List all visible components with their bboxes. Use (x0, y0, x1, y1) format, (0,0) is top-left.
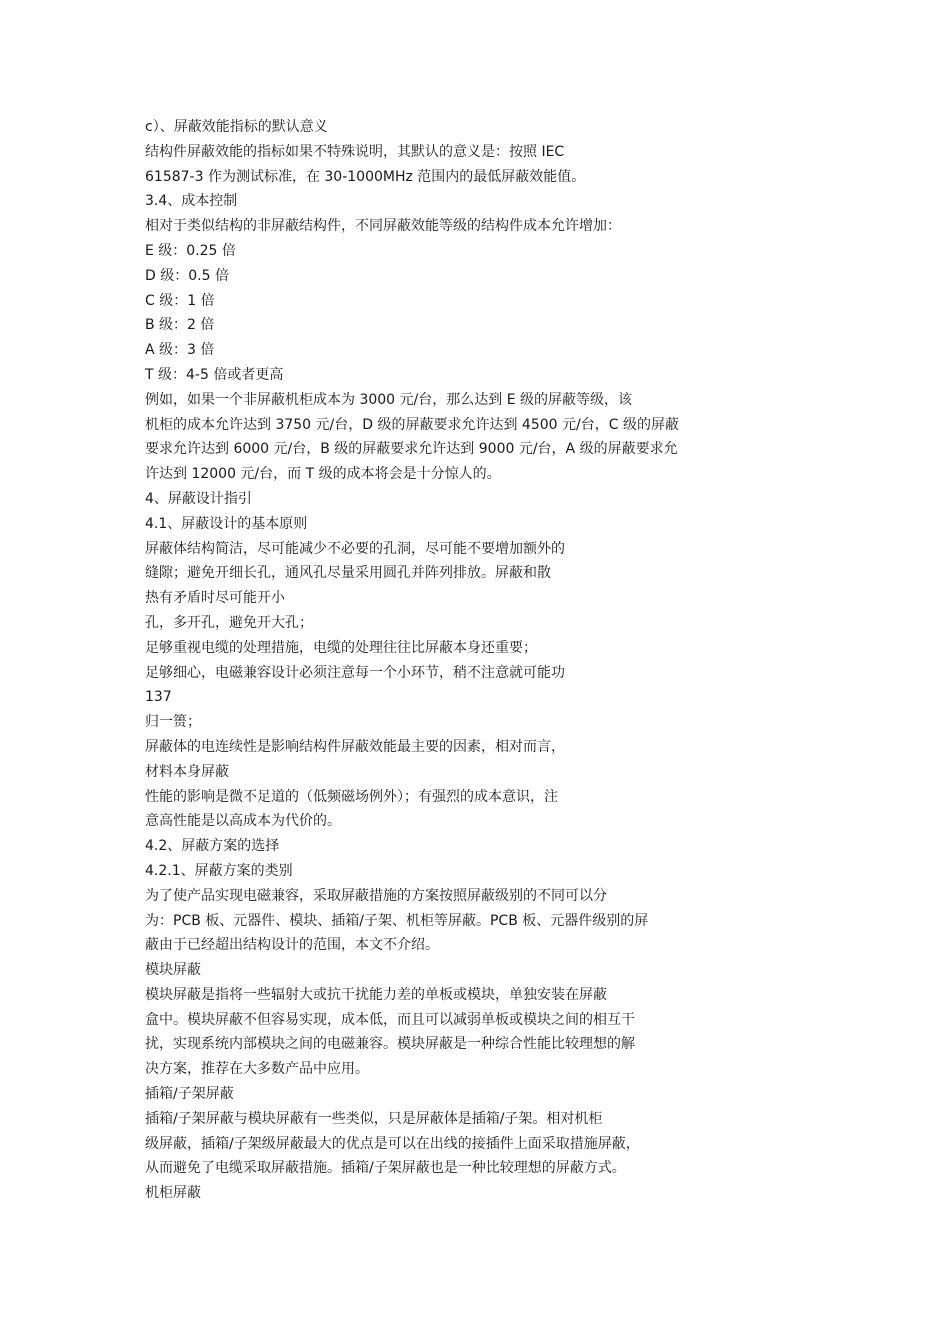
subsection-heading: 模块屏蔽 (145, 962, 201, 979)
subsection-heading: 插箱/子架屏蔽 (145, 1086, 234, 1103)
text-line: 要求允许达到 6000 元/台，B 级的屏蔽要求允许达到 9000 元/台，A 级的屏蔽要求允 (145, 441, 678, 458)
section-heading: 4.1、屏蔽设计的基本原则 (145, 515, 308, 532)
list-item: A 级：3 倍 (145, 342, 215, 359)
text-line: 许达到 12000 元/台，而 T 级的成本将会是十分惊人的。 (145, 466, 501, 483)
section-heading: 3.4、成本控制 (145, 193, 238, 210)
text-line: 决方案，推荐在大多数产品中应用。 (145, 1061, 369, 1078)
text-line: 屏蔽体的电连续性是影响结构件屏蔽效能最主要的因素，相对而言， (145, 738, 565, 755)
text-line: 屏蔽体结构简洁，尽可能减少不必要的孔洞，尽可能不要增加额外的 (145, 540, 565, 557)
text-line: 相对于类似结构的非屏蔽结构件，不同屏蔽效能等级的结构件成本允许增加： (145, 218, 621, 235)
text-line: 模块屏蔽是指将一些辐射大或抗干扰能力差的单板或模块，单独安装在屏蔽 (145, 986, 607, 1003)
text-line: 结构件屏蔽效能的指标如果不特殊说明，其默认的意义是：按照 IEC (145, 143, 565, 160)
text-line: 为：PCB 板、元器件、模块、插箱/子架、机柜等屏蔽。PCB 板、元器件级别的屏 (145, 912, 649, 929)
page-number: 137 (145, 689, 172, 706)
list-item: D 级：0.5 倍 (145, 267, 229, 284)
text-line: 足够细心，电磁兼容设计必须注意每一个小环节，稍不注意就可能功 (145, 664, 565, 681)
section-heading: 4.2、屏蔽方案的选择 (145, 838, 280, 855)
text-line: 蔽由于已经超出结构设计的范围，本文不介绍。 (145, 937, 439, 954)
list-item: T 级：4-5 倍或者更高 (145, 366, 284, 383)
section-heading: 4、屏蔽设计指引 (145, 490, 252, 507)
text-line: 意高性能是以高成本为代价的。 (145, 813, 341, 830)
text-line: 足够重视电缆的处理措施，电缆的处理往往比屏蔽本身还重要； (145, 639, 537, 656)
list-item: E 级：0.25 倍 (145, 242, 236, 259)
text-line: 扰，实现系统内部模块之间的电磁兼容。模块屏蔽是一种综合性能比较理想的解 (145, 1036, 635, 1053)
subsection-heading: 机柜屏蔽 (145, 1185, 201, 1202)
text-line: 孔，多开孔，避免开大孔； (145, 614, 313, 631)
text-line: 机柜的成本允许达到 3750 元/台，D 级的屏蔽要求允许达到 4500 元/台，C 级的屏蔽 (145, 416, 679, 433)
text-line: 级屏蔽，插箱/子架级屏蔽最大的优点是可以在出线的接插件上面采取措施屏蔽， (145, 1135, 640, 1152)
text-line: 材料本身屏蔽 (145, 763, 229, 780)
text-line: 归一篑； (145, 714, 201, 731)
text-line: 为了使产品实现电磁兼容，采取屏蔽措施的方案按照屏蔽级别的不同可以分 (145, 887, 607, 904)
text-line: 缝隙；避免开细长孔，通风孔尽量采用圆孔并阵列排放。屏蔽和散 (145, 565, 551, 582)
list-item: B 级：2 倍 (145, 317, 215, 334)
text-line: 插箱/子架屏蔽与模块屏蔽有一些类似，只是屏蔽体是插箱/子架。相对机柜 (145, 1110, 603, 1127)
text-line: 例如，如果一个非屏蔽机柜成本为 3000 元/台，那么达到 E 级的屏蔽等级，该 (145, 391, 632, 408)
text-line: 热有矛盾时尽可能开小 (145, 590, 285, 607)
text-line: 61587-3 作为测试标准，在 30-1000MHz 范围内的最低屏蔽效能值。 (145, 168, 586, 185)
text-line: 从而避免了电缆采取屏蔽措施。插箱/子架屏蔽也是一种比较理想的屏蔽方式。 (145, 1160, 626, 1177)
section-heading: c）、屏蔽效能指标的默认意义 (145, 119, 328, 135)
text-line: 性能的影响是微不足道的（低频磁场例外）；有强烈的成本意识，注 (145, 788, 558, 805)
document-body (145, 115, 795, 1206)
section-heading: 4.2.1、屏蔽方案的类别 (145, 862, 293, 879)
list-item: C 级：1 倍 (145, 292, 215, 309)
text-line: 盒中。模块屏蔽不但容易实现，成本低，而且可以减弱单板或模块之间的相互干 (145, 1011, 635, 1028)
